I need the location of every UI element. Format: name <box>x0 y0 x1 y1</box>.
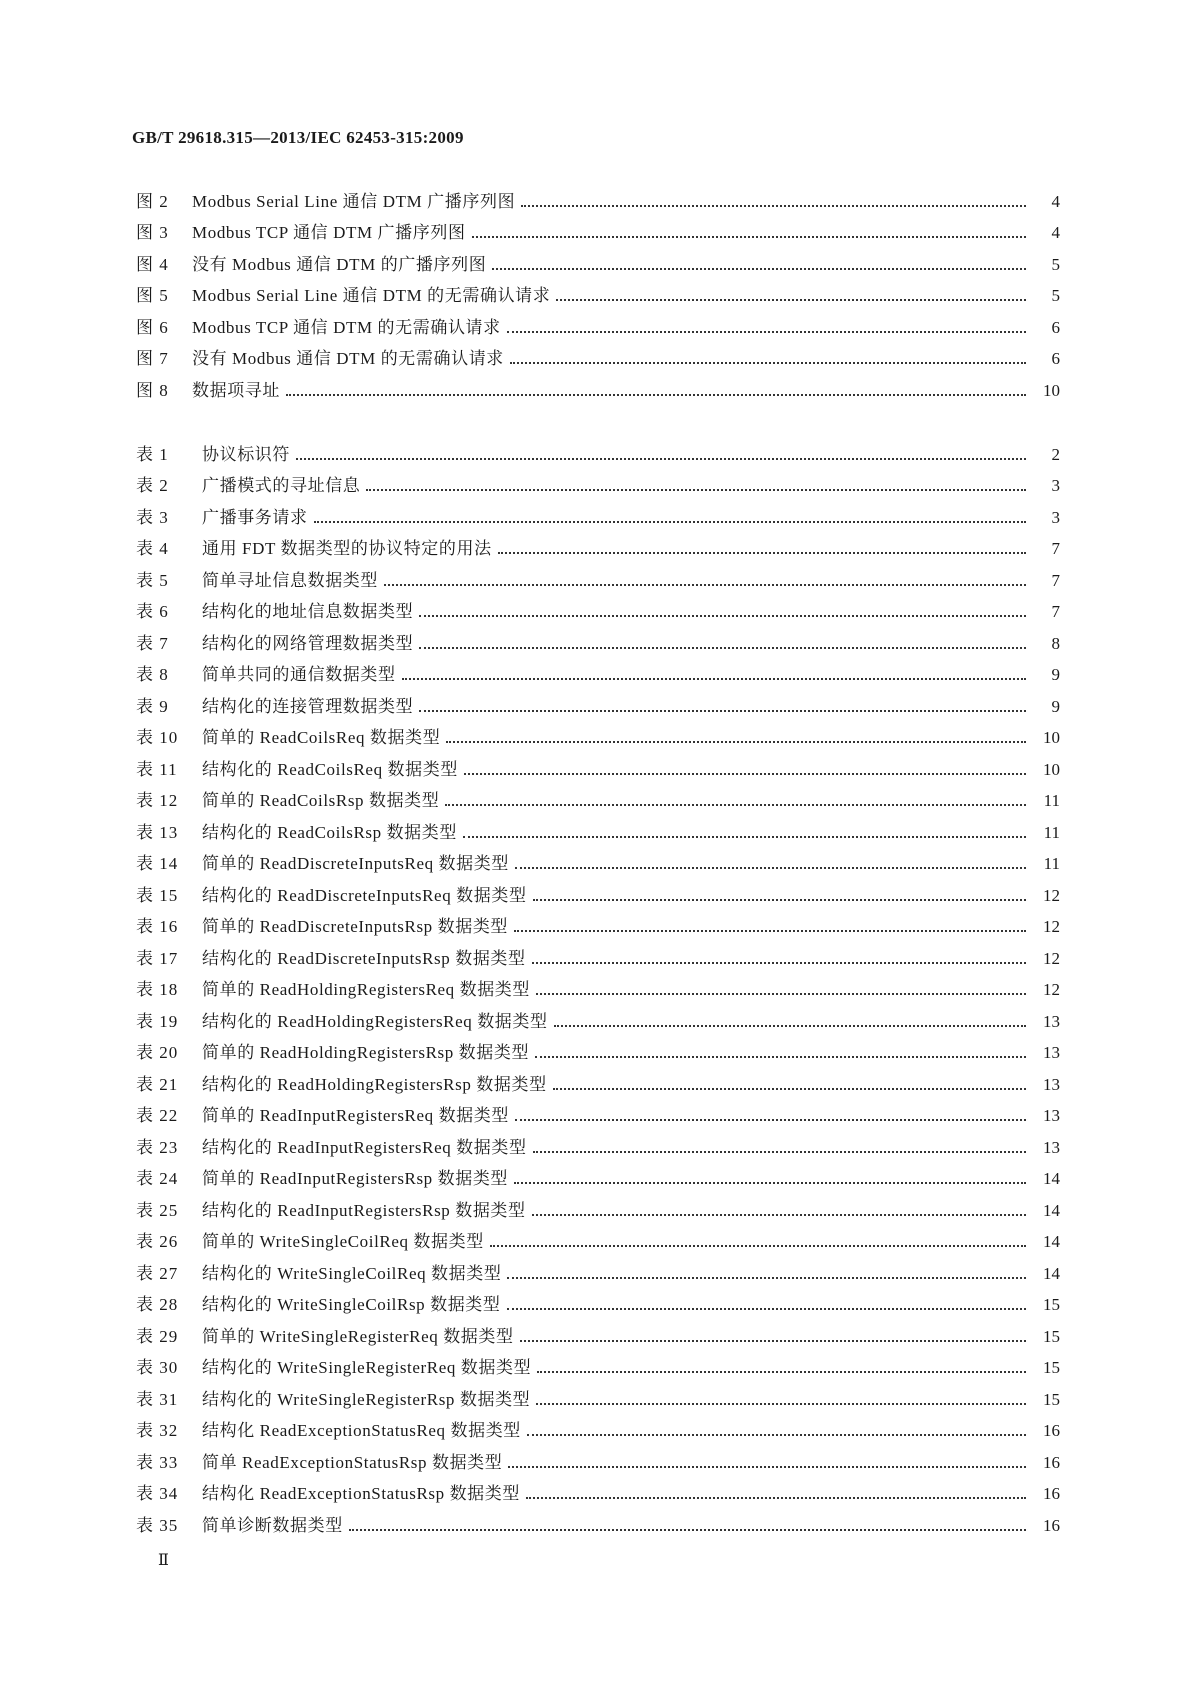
toc-entry-label: 图 6 <box>136 317 169 337</box>
toc-entry-page: 12 <box>1043 917 1060 936</box>
toc-entry-title: 简单的 ReadHoldingRegistersRsp 数据类型 <box>202 1043 530 1062</box>
toc-entry-label: 表 2 <box>136 476 169 495</box>
toc-entry-label: 表 32 <box>136 1421 179 1440</box>
dot-leader <box>445 794 1026 806</box>
toc-entry-title: 简单的 ReadHoldingRegistersReq 数据类型 <box>202 980 531 999</box>
toc-entry-page: 12 <box>1043 948 1060 968</box>
toc-entry-label: 表 23 <box>136 1137 179 1157</box>
toc-entry-label: 表 14 <box>136 854 179 873</box>
toc-entry-title: 结构化的 ReadDiscreteInputsRsp 数据类型 <box>202 948 526 968</box>
dot-leader <box>498 542 1026 554</box>
toc-entry-page: 3 <box>1051 476 1060 495</box>
toc-entry-title: 简单的 WriteSingleCoilReq 数据类型 <box>202 1232 484 1251</box>
toc-entry[interactable] <box>136 1284 1060 1316</box>
dot-leader <box>296 448 1026 460</box>
toc-entry[interactable] <box>136 369 1060 401</box>
dot-leader <box>507 1298 1026 1310</box>
toc-entry-title: 结构化的 WriteSingleCoilReq 数据类型 <box>202 1263 502 1283</box>
toc-entry-page: 7 <box>1051 570 1060 590</box>
toc-entry-page: 13 <box>1043 1043 1060 1062</box>
toc-entry-title: 结构化的 ReadHoldingRegistersReq 数据类型 <box>202 1011 548 1031</box>
toc-entry-title: 简单的 ReadCoilsReq 数据类型 <box>202 728 441 747</box>
dot-leader <box>507 321 1026 333</box>
dot-leader <box>286 384 1026 396</box>
toc-entry[interactable] <box>136 1158 1060 1190</box>
dot-leader <box>508 1456 1026 1468</box>
dot-leader <box>526 1487 1026 1499</box>
toc-entry[interactable] <box>136 433 1060 465</box>
toc-entry-page: 10 <box>1043 380 1060 400</box>
toc-entry[interactable] <box>136 685 1060 717</box>
toc-entry[interactable] <box>136 1221 1060 1253</box>
toc-entry-page: 14 <box>1043 1200 1060 1220</box>
toc-entry-title: 简单的 ReadDiscreteInputsReq 数据类型 <box>202 854 509 873</box>
toc-entry-page: 12 <box>1043 885 1060 905</box>
toc-entry-page: 6 <box>1051 349 1060 368</box>
toc-entry-title: 结构化的 ReadInputRegistersReq 数据类型 <box>202 1137 527 1157</box>
toc-entry-label: 图 8 <box>136 380 169 400</box>
toc-entry-page: 14 <box>1043 1232 1060 1251</box>
toc-entry-title: 结构化 ReadExceptionStatusRsp 数据类型 <box>202 1484 520 1503</box>
toc-entry[interactable] <box>136 874 1060 906</box>
toc-entry[interactable] <box>136 906 1060 938</box>
toc-entry-title: Modbus TCP 通信 DTM 的无需确认请求 <box>192 317 501 337</box>
toc-entry-page: 7 <box>1051 539 1060 558</box>
toc-entry-page: 15 <box>1043 1358 1060 1377</box>
toc-entry[interactable] <box>136 1473 1060 1505</box>
toc-entry[interactable] <box>136 1032 1060 1064</box>
toc-entry[interactable] <box>136 243 1060 275</box>
dot-leader <box>556 289 1026 301</box>
toc-entry-title: 简单的 ReadCoilsRsp 数据类型 <box>202 791 440 810</box>
toc-entry-page: 16 <box>1043 1515 1060 1535</box>
dot-leader <box>507 1267 1026 1279</box>
toc-entry-title: Modbus Serial Line 通信 DTM 广播序列图 <box>192 191 516 211</box>
toc-entry[interactable] <box>136 1189 1060 1221</box>
toc-entry-label: 表 4 <box>136 539 169 558</box>
toc-entry-title: 结构化的 ReadCoilsReq 数据类型 <box>202 759 458 779</box>
toc-entry-label: 图 3 <box>136 223 169 242</box>
toc-entry-title: 结构化的 WriteSingleRegisterReq 数据类型 <box>202 1358 532 1377</box>
toc-entry-label: 表 26 <box>136 1232 179 1251</box>
toc-entry-title: 简单的 ReadInputRegistersReq 数据类型 <box>202 1106 509 1125</box>
toc-entry[interactable] <box>136 811 1060 843</box>
page-number: Ⅱ <box>158 1552 169 1569</box>
toc-entry[interactable] <box>136 528 1060 560</box>
toc-entry-title: 数据项寻址 <box>192 380 280 400</box>
toc-entry[interactable] <box>136 780 1060 812</box>
table-list <box>136 433 1060 1536</box>
dot-leader <box>492 258 1026 270</box>
toc-entry-label: 表 16 <box>136 917 179 936</box>
toc-entry[interactable] <box>136 591 1060 623</box>
toc-entry-title: 结构化的 ReadHoldingRegistersRsp 数据类型 <box>202 1074 547 1094</box>
toc-entry-label: 表 33 <box>136 1452 179 1472</box>
toc-entry-label: 图 7 <box>136 349 169 368</box>
dot-leader <box>514 1172 1026 1184</box>
toc-entry-page: 15 <box>1043 1326 1060 1346</box>
dot-leader <box>536 983 1026 995</box>
toc-entry-label: 表 27 <box>136 1263 179 1283</box>
toc-entry-page: 6 <box>1051 317 1060 337</box>
toc-entry-title: 结构化的网络管理数据类型 <box>202 633 414 653</box>
toc-entry-label: 表 30 <box>136 1358 179 1377</box>
toc-entry[interactable] <box>136 1441 1060 1473</box>
toc-entry-page: 11 <box>1043 822 1060 842</box>
toc-entry[interactable] <box>136 306 1060 338</box>
toc-entry-page: 2 <box>1051 444 1060 464</box>
toc-entry-label: 表 24 <box>136 1169 179 1188</box>
toc-entry-page: 5 <box>1051 254 1060 274</box>
dot-leader <box>536 1393 1026 1405</box>
toc-entry-label: 表 20 <box>136 1043 179 1062</box>
dot-leader <box>515 857 1026 869</box>
toc-entry[interactable] <box>136 1063 1060 1095</box>
toc-entry-title: 结构化的 ReadInputRegistersRsp 数据类型 <box>202 1200 526 1220</box>
toc-entry[interactable] <box>136 1347 1060 1379</box>
toc-entry[interactable] <box>136 1000 1060 1032</box>
toc-entry-label: 图 4 <box>136 254 169 274</box>
toc-entry-title: 协议标识符 <box>202 444 290 464</box>
toc-entry[interactable] <box>136 1126 1060 1158</box>
toc-entry-label: 表 31 <box>136 1389 179 1409</box>
dot-leader <box>532 1204 1026 1216</box>
page-header: GB/T 29618.315—2013/IEC 62453-315:2009 <box>132 128 464 147</box>
toc-entry-page: 4 <box>1051 191 1060 211</box>
toc-entry-label: 表 18 <box>136 980 179 999</box>
toc-entry-page: 14 <box>1043 1169 1060 1188</box>
toc-entry-title: 简单的 ReadDiscreteInputsRsp 数据类型 <box>202 917 509 936</box>
dot-leader <box>419 637 1026 649</box>
toc-entry-title: 结构化的 ReadCoilsRsp 数据类型 <box>202 822 457 842</box>
toc-entry-label: 图 2 <box>136 191 169 211</box>
toc-entry-label: 表 34 <box>136 1484 179 1503</box>
toc-entry-title: 简单的 WriteSingleRegisterReq 数据类型 <box>202 1326 514 1346</box>
dot-leader <box>402 668 1026 680</box>
toc-entry[interactable] <box>136 1504 1060 1536</box>
toc-entry-page: 5 <box>1051 286 1060 305</box>
dot-leader <box>384 574 1026 586</box>
toc-entry-page: 9 <box>1051 665 1060 684</box>
toc-entry-page: 12 <box>1043 980 1060 999</box>
figure-list <box>136 180 1060 401</box>
toc-entry-page: 16 <box>1043 1484 1060 1503</box>
toc-entry-label: 表 10 <box>136 728 179 747</box>
toc-entry-title: 简单诊断数据类型 <box>202 1515 343 1535</box>
toc-entry-title: 简单 ReadExceptionStatusRsp 数据类型 <box>202 1452 503 1472</box>
toc-entry-label: 表 5 <box>136 570 169 590</box>
toc-entry-title: 简单的 ReadInputRegistersRsp 数据类型 <box>202 1169 509 1188</box>
toc-entry[interactable] <box>136 1378 1060 1410</box>
toc-entry-label: 表 28 <box>136 1295 179 1314</box>
toc-entry-label: 表 1 <box>136 444 169 464</box>
toc-entry[interactable] <box>136 338 1060 370</box>
toc-entry-page: 16 <box>1043 1452 1060 1472</box>
dot-leader <box>535 1046 1026 1058</box>
toc-entry-label: 表 17 <box>136 948 179 968</box>
toc-entry-title: 广播事务请求 <box>202 507 308 527</box>
toc-entry-title: 通用 FDT 数据类型的协议特定的用法 <box>202 539 492 558</box>
toc-entry[interactable] <box>136 717 1060 749</box>
toc-entry-page: 16 <box>1043 1421 1060 1440</box>
dot-leader <box>314 511 1026 523</box>
dot-leader <box>510 352 1026 364</box>
toc-entry-page: 13 <box>1043 1106 1060 1125</box>
toc-entry-page: 11 <box>1043 791 1060 810</box>
dot-leader <box>464 763 1026 775</box>
toc-entry-page: 3 <box>1051 507 1060 527</box>
dot-leader <box>553 1078 1026 1090</box>
dot-leader <box>419 605 1026 617</box>
toc-entry[interactable] <box>136 496 1060 528</box>
toc-entry-title: 结构化的 WriteSingleRegisterRsp 数据类型 <box>202 1389 531 1409</box>
toc-entry-label: 表 7 <box>136 633 169 653</box>
toc-entry-label: 表 9 <box>136 696 169 716</box>
toc-entry-page: 13 <box>1043 1137 1060 1157</box>
toc-entry[interactable] <box>136 1252 1060 1284</box>
toc-entry-label: 表 3 <box>136 507 169 527</box>
dot-leader <box>419 700 1026 712</box>
toc-entry-title: 结构化的 ReadDiscreteInputsReq 数据类型 <box>202 885 527 905</box>
toc-entry-label: 表 22 <box>136 1106 179 1125</box>
dot-leader <box>463 826 1026 838</box>
toc-entry[interactable] <box>136 937 1060 969</box>
toc-entry-title: 简单寻址信息数据类型 <box>202 570 378 590</box>
toc-entry-page: 4 <box>1051 223 1060 242</box>
toc-entry-page: 10 <box>1043 728 1060 747</box>
toc-entry-label: 表 13 <box>136 822 179 842</box>
toc-entry-page: 15 <box>1043 1295 1060 1314</box>
dot-leader <box>515 1109 1026 1121</box>
toc-entry-title: 结构化的连接管理数据类型 <box>202 696 414 716</box>
toc-entry-label: 表 12 <box>136 791 179 810</box>
toc-entry-title: 简单共同的通信数据类型 <box>202 665 396 684</box>
dot-leader <box>366 479 1026 491</box>
toc-entry[interactable] <box>136 180 1060 212</box>
toc-entry[interactable] <box>136 969 1060 1001</box>
toc-entry-label: 表 15 <box>136 885 179 905</box>
dot-leader <box>521 195 1026 207</box>
toc-entry-label: 表 21 <box>136 1074 179 1094</box>
toc-entry[interactable] <box>136 1410 1060 1442</box>
dot-leader <box>520 1330 1026 1342</box>
toc-entry[interactable] <box>136 275 1060 307</box>
dot-leader <box>537 1361 1026 1373</box>
toc-entry-page: 13 <box>1043 1011 1060 1031</box>
toc-entry-label: 表 6 <box>136 602 169 621</box>
toc-entry-title: 没有 Modbus 通信 DTM 的无需确认请求 <box>192 349 504 368</box>
toc-entry[interactable] <box>136 748 1060 780</box>
dot-leader <box>446 731 1026 743</box>
dot-leader <box>349 1519 1026 1531</box>
toc-entry[interactable] <box>136 622 1060 654</box>
toc-entry-title: Modbus Serial Line 通信 DTM 的无需确认请求 <box>192 286 551 305</box>
dot-leader <box>527 1424 1026 1436</box>
toc-entry[interactable] <box>136 465 1060 497</box>
toc-entry-title: 结构化的地址信息数据类型 <box>202 602 414 621</box>
toc-entry-label: 表 19 <box>136 1011 179 1031</box>
toc-entry-title: 广播模式的寻址信息 <box>202 476 361 495</box>
dot-leader <box>533 889 1026 901</box>
dot-leader <box>533 1141 1026 1153</box>
toc-entry-page: 14 <box>1043 1263 1060 1283</box>
toc-entry-page: 11 <box>1043 854 1060 873</box>
dot-leader <box>554 1015 1026 1027</box>
toc-entry-label: 图 5 <box>136 286 169 305</box>
toc-entry-title: 结构化的 WriteSingleCoilRsp 数据类型 <box>202 1295 501 1314</box>
toc-entry[interactable] <box>136 1315 1060 1347</box>
toc-entry-page: 10 <box>1043 759 1060 779</box>
toc-entry-page: 15 <box>1043 1389 1060 1409</box>
toc-entry[interactable] <box>136 559 1060 591</box>
toc-entry-label: 表 35 <box>136 1515 179 1535</box>
toc-entry-title: 结构化 ReadExceptionStatusReq 数据类型 <box>202 1421 521 1440</box>
toc-entry-page: 13 <box>1043 1074 1060 1094</box>
toc-entry[interactable] <box>136 843 1060 875</box>
toc-entry-label: 表 11 <box>136 759 178 779</box>
toc-entry[interactable] <box>136 212 1060 244</box>
dot-leader <box>532 952 1026 964</box>
toc-entry-page: 8 <box>1051 633 1060 653</box>
toc-entry[interactable] <box>136 654 1060 686</box>
toc-entry-title: Modbus TCP 通信 DTM 广播序列图 <box>192 223 466 242</box>
toc-entry-label: 表 8 <box>136 665 169 684</box>
toc-entry-page: 9 <box>1051 696 1060 716</box>
dot-leader <box>514 920 1026 932</box>
toc-entry-label: 表 25 <box>136 1200 179 1220</box>
dot-leader <box>490 1235 1026 1247</box>
toc-entry-title: 没有 Modbus 通信 DTM 的广播序列图 <box>192 254 487 274</box>
dot-leader <box>472 226 1026 238</box>
toc-entry-label: 表 29 <box>136 1326 179 1346</box>
toc-entry[interactable] <box>136 1095 1060 1127</box>
toc-entry-page: 7 <box>1051 602 1060 621</box>
